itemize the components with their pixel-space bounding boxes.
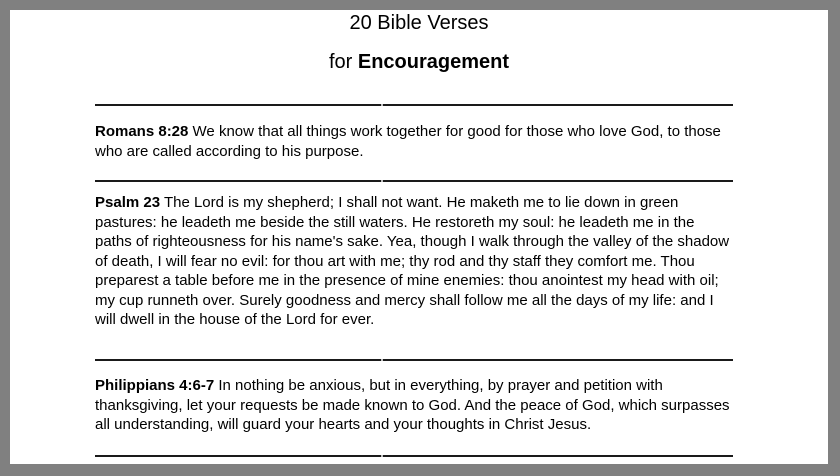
verse-text: all understanding, will guard your hearts and your thoughts in Christ Jesus. [95, 416, 592, 433]
verse-text: paths of righteousness for his name's sake. Yea, though I walk through the valley of the shadow [95, 233, 730, 250]
verse-reference: Psalm 23 [95, 194, 161, 211]
divider-line [95, 104, 733, 106]
subtitle-prefix: for [328, 51, 358, 73]
verse-block-psalm [95, 193, 755, 330]
subtitle-emphasis: Encouragement [357, 51, 510, 73]
verse-text: who are called according to his purpose. [95, 142, 364, 160]
divider-line [95, 180, 733, 182]
verse-reference: Romans 8:28 [95, 123, 189, 140]
verse-text: pastures: he leadeth me beside the still waters. He restoreth my soul: he leadeth me in the [95, 213, 695, 231]
document-subtitle [10, 51, 828, 74]
verse-text: will dwell in the house of the Lord for ever. [95, 311, 375, 328]
verse-block-romans [95, 122, 755, 161]
verse-text: preparest a table before me in the presence of mine enemies: thou anointest my head with oil; [95, 272, 719, 289]
verse-block-philippians [95, 376, 755, 435]
verse-text: of death, I will fear no evil: for thou art with me; thy rod and thy staff they comfort me. Thou [95, 252, 695, 270]
verse-text: In nothing be anxious, but in everything, by prayer and petition with [214, 377, 663, 394]
divider-line [95, 359, 733, 361]
verse-text: We know that all things work together for good for those who love God, to those [188, 123, 721, 140]
document-page [10, 10, 828, 464]
verse-text: The Lord is my shepherd; I shall not want. He maketh me to lie down in green [160, 194, 679, 211]
document-title: 20 Bible Verses [349, 12, 489, 34]
verse-reference: Philippians 4:6-7 [95, 377, 215, 394]
divider-line [95, 455, 733, 457]
verse-text: my cup runneth over. Surely goodness and mercy shall follow me all the days of my life: and I [95, 291, 714, 309]
verse-text: thanksgiving, let your requests be made known to God. And the peace of God, which surpasses [95, 396, 730, 414]
